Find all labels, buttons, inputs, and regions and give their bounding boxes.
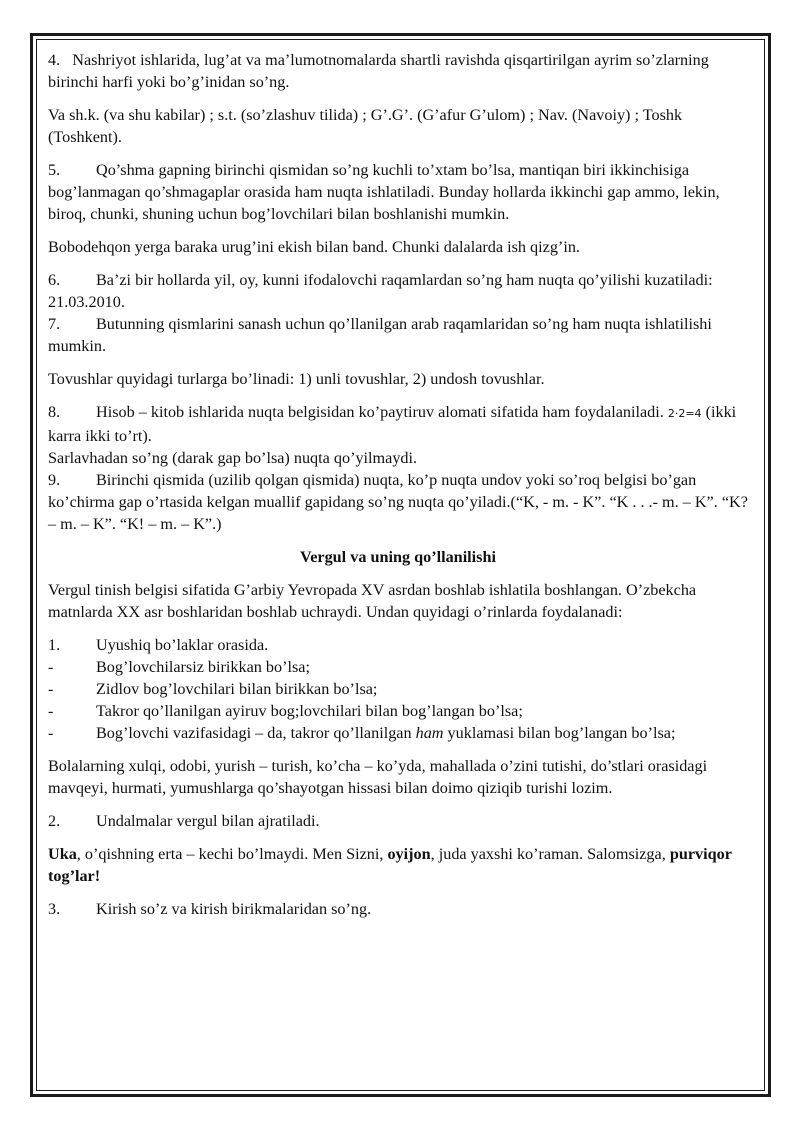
item-8-number: 8. bbox=[48, 403, 61, 421]
dash-marker: - bbox=[48, 658, 54, 676]
dash-item-4-text: Bog’lovchi vazifasidagi – da, takror qo’llanilgan bbox=[96, 724, 412, 742]
document-body bbox=[48, 49, 748, 920]
item-5 bbox=[48, 159, 748, 225]
dash-marker: - bbox=[48, 702, 54, 720]
section-intro: Vergul tinish belgisi sifatida G’arbiy Yevropada XV asrdan boshlab ishlatila boshlangan. O’zbekcha matnlarda XX asr boshlaridan boshlab uchraydi. Undan quyidagi o’rinlarda foydalanadi: bbox=[48, 581, 697, 621]
example-text-2: , juda yaxshi ko’raman. Salomsizga, bbox=[430, 845, 666, 863]
comma-rule-1-number: 1. bbox=[48, 636, 61, 654]
item-5-number: 5. bbox=[48, 161, 61, 179]
dash-marker: - bbox=[48, 724, 54, 742]
dash-item-2-text: Zidlov bog’lovchilari bilan birikkan bo’lsa; bbox=[96, 680, 378, 698]
item-5-example: Bobodehqon yerga baraka urug’ini ekish bilan band. Chunki dalalarda ish qizg’in. bbox=[48, 238, 580, 256]
dash-item-4-text-end: yuklamasi bilan bog’langan bo’lsa; bbox=[447, 724, 676, 742]
item-7-number: 7. bbox=[48, 315, 61, 333]
item-7-example: Tovushlar quyidagi turlarga bo’linadi: 1) unli tovushlar, 2) undosh tovushlar. bbox=[48, 370, 545, 388]
item-8-note: Sarlavhadan so’ng (darak gap bo’lsa) nuqta qo’yilmaydi. bbox=[48, 449, 418, 467]
comma-rule-2-number: 2. bbox=[48, 812, 61, 830]
item-7 bbox=[48, 313, 748, 357]
comma-rule-1-example: Bolalarning xulqi, odobi, yurish – turish, ko’cha – ko’yda, mahallada o’zini tutishi, do’stlari orasidagi mavqeyi, hurmati, yumushlarga qo’shayotgan hissasi bilan doimo qiziqib turishi lozim. bbox=[48, 757, 708, 797]
item-4-example: Va sh.k. (va shu kabilar) ; s.t. (so’zlashuv tilida) ; G’.G’. (G’afur G’ulom) ; Nav. (Navoiy) ; Toshk (Toshkent). bbox=[48, 106, 683, 146]
dash-marker: - bbox=[48, 680, 54, 698]
comma-rule-3-text: Kirish so’z va kirish birikmalaridan so’ng. bbox=[96, 900, 372, 918]
vocative-oyijon: oyijon bbox=[387, 845, 431, 863]
item-7-text: Butunning qismlarini sanash uchun qo’llanilgan arab raqamlaridan so’ng ham nuqta ishlatilishi mumkin. bbox=[48, 315, 712, 355]
comma-rule-3-number: 3. bbox=[48, 900, 61, 918]
comma-rule-1 bbox=[48, 634, 748, 656]
item-4 bbox=[48, 49, 748, 93]
item-6-text: Ba’zi bir hollarda yil, oy, kunni ifodalovchi raqamlardan so’ng ham nuqta qo’yilishi kuzatiladi: 21.03.2010. bbox=[48, 271, 713, 311]
vocative-uka: Uka bbox=[48, 845, 77, 863]
dash-item-1 bbox=[48, 656, 748, 678]
example-text-1: , o’qishning erta – kechi bo’lmaydi. Men Sizni, bbox=[76, 845, 384, 863]
dash-item-2 bbox=[48, 678, 748, 700]
item-4-number: 4. bbox=[48, 51, 61, 69]
item-6 bbox=[48, 269, 748, 313]
dash-item-3 bbox=[48, 700, 748, 722]
item-8-formula: 2·2=4 bbox=[667, 407, 702, 420]
item-8-text-end: (ikki karra ikki to’rt). bbox=[48, 403, 737, 445]
section-heading: Vergul va uning qo’llanilishi bbox=[300, 548, 496, 566]
comma-rule-2 bbox=[48, 810, 748, 832]
dash-item-4 bbox=[48, 722, 748, 744]
item-9 bbox=[48, 469, 748, 535]
comma-rule-1-text: Uyushiq bo’laklar orasida. bbox=[96, 636, 269, 654]
item-8-text: Hisob – kitob ishlarida nuqta belgisidan ko’paytiruv alomati sifatida ham foydalaniladi. bbox=[96, 403, 664, 421]
dash-item-3-text: Takror qo’llanilgan ayiruv bog;lovchilari bilan bog’langan bo’lsa; bbox=[96, 702, 523, 720]
comma-rule-2-example bbox=[48, 843, 748, 887]
comma-rule-3 bbox=[48, 898, 748, 920]
item-9-number: 9. bbox=[48, 471, 61, 489]
item-8 bbox=[48, 401, 748, 447]
item-9-text: Birinchi qismida (uzilib qolgan qismida) nuqta, ko’p nuqta undov yoki so’roq belgisi bo’gan ko’chirma gap o’rtasida kelgan muallif gapidang so’ng nuqta qo’yiladi.(“K, - m. - K”. “K . . .- m. – K”. “K? – m. – K”. “K! – m. – K”.) bbox=[48, 471, 748, 533]
dash-item-4-emphasis: ham bbox=[415, 724, 444, 742]
vocative-purviqor: purviqor tog’lar! bbox=[48, 845, 732, 885]
item-4-text: Nashriyot ishlarida, lug’at va ma’lumotnomalarda shartli ravishda qisqartirilgan ayrim so’zlarning birinchi harfi yoki bo’g’inidan so’ng. bbox=[48, 51, 709, 91]
dash-item-1-text: Bog’lovchilarsiz birikkan bo’lsa; bbox=[96, 658, 310, 676]
comma-rule-2-text: Undalmalar vergul bilan ajratiladi. bbox=[96, 812, 320, 830]
item-6-number: 6. bbox=[48, 271, 61, 289]
item-5-text: Qo’shma gapning birinchi qismidan so’ng kuchli to’xtam bo’lsa, mantiqan biri ikkinchisiga bog’lanmagan qo’shmagaplar orasida ham nuqta ishlatiladi. Bunday hollarda ikkinchi gap ammo, lekin, biroq, chunki, shuning uchun bog’lovchilari bilan boshlanishi mumkin. bbox=[48, 161, 720, 223]
